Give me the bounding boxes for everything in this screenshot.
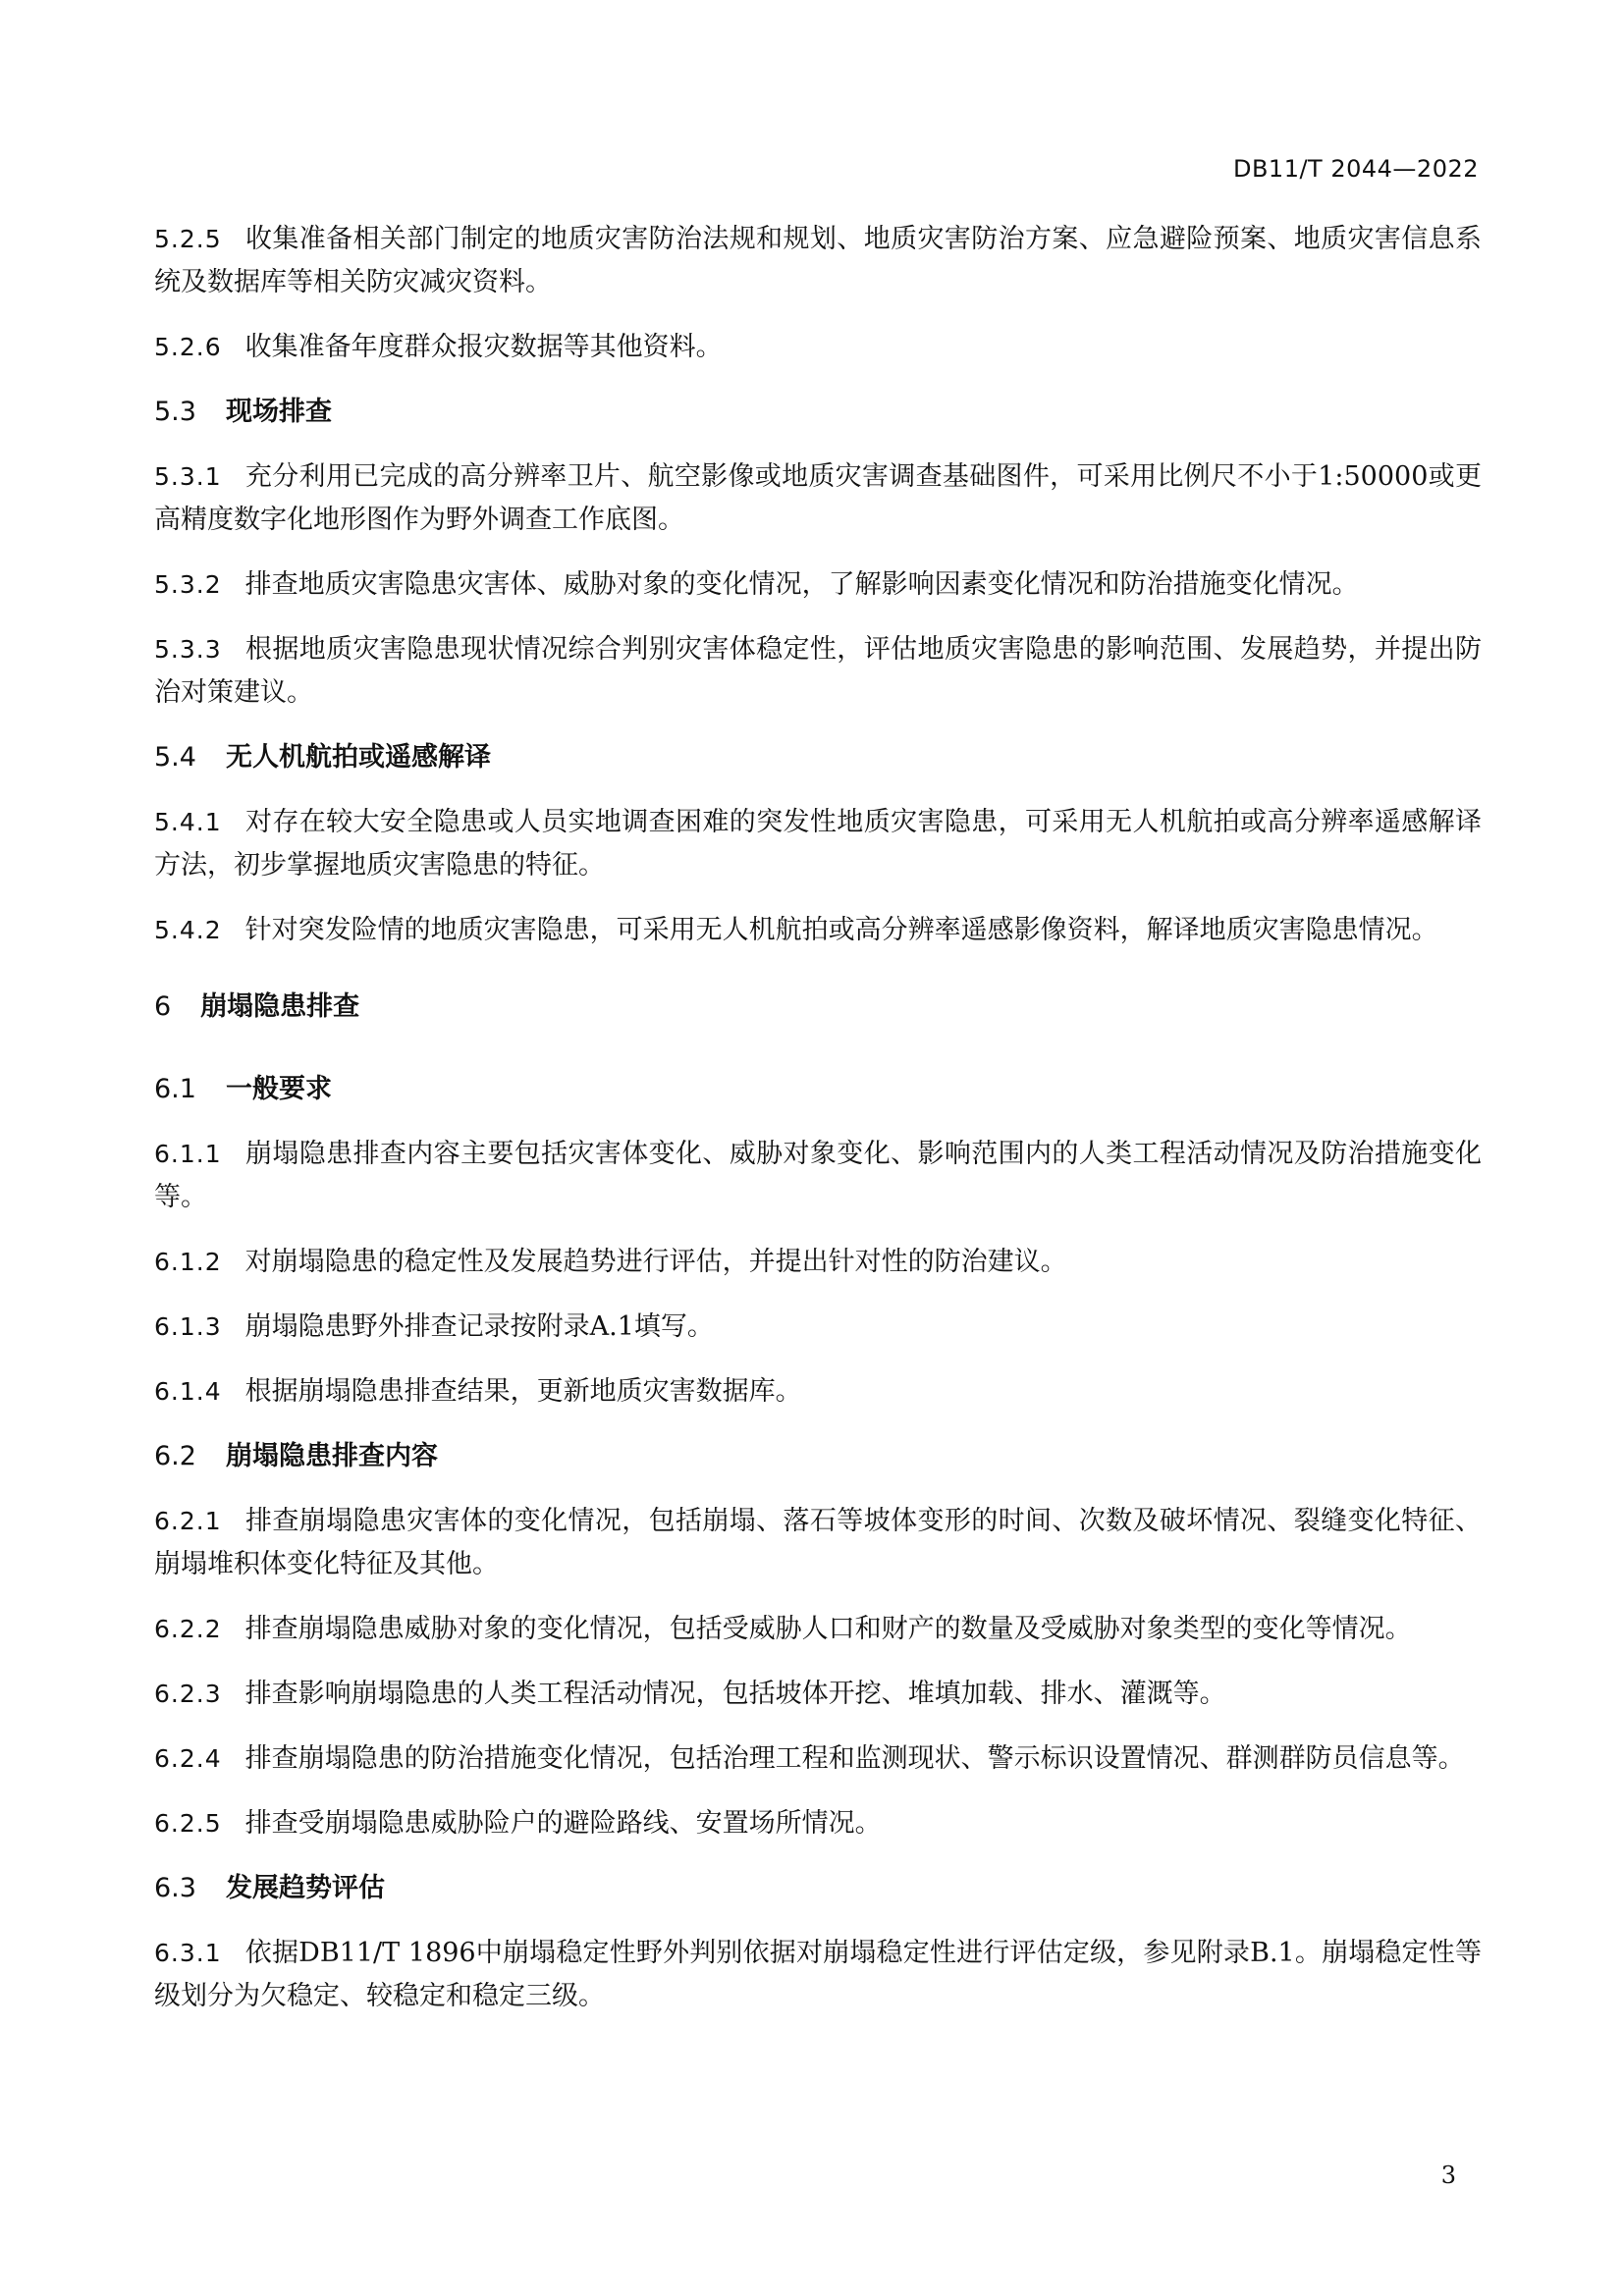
clause-paragraph	[154, 1932, 1482, 2018]
clause-number: 6.1.3	[154, 1312, 222, 1341]
section-number: 5.4	[154, 742, 196, 773]
clause-text: 根据地质灾害隐患现状情况综合判别灾害体稳定性，评估地质灾害隐患的影响范围、发展趋势，并提出防治对策建议。	[154, 634, 1482, 708]
clause-text: 崩塌隐患野外排查记录按附录A.1填写。	[244, 1311, 714, 1342]
clause-paragraph	[154, 1608, 1482, 1651]
clause-text: 对崩塌隐患的稳定性及发展趋势进行评估，并提出针对性的防治建议。	[244, 1247, 1067, 1277]
section-heading	[154, 736, 1482, 779]
clause-number: 5.3.2	[154, 570, 222, 599]
document-body	[154, 218, 1482, 2040]
clause-text: 针对突发险情的地质灾害隐患，可采用无人机航拍或高分辨率遥感影像资料，解译地质灾害隐患情况。	[244, 915, 1438, 945]
section-number: 6.2	[154, 1441, 196, 1471]
clause-number: 6.1.1	[154, 1140, 222, 1168]
clause-paragraph	[154, 1133, 1482, 1219]
clause-number: 5.2.6	[154, 333, 222, 361]
clause-text: 依据DB11/T 1896中崩塌稳定性野外判别依据对崩塌稳定性进行评估定级，参见附录B.1。崩塌稳定性等级划分为欠稳定、较稳定和稳定三级。	[154, 1938, 1482, 2011]
clause-number: 5.3.1	[154, 462, 222, 491]
section-heading	[154, 391, 1482, 434]
document-id-header: DB11/T 2044—2022	[1232, 155, 1479, 183]
clause-text: 排查崩塌隐患威胁对象的变化情况，包括受威胁人口和财产的数量及受威胁对象类型的变化等情况。	[244, 1614, 1412, 1644]
clause-paragraph	[154, 218, 1482, 304]
section-title: 崩塌隐患排查内容	[225, 1441, 438, 1471]
clause-text: 崩塌隐患排查内容主要包括灾害体变化、威胁对象变化、影响范围内的人类工程活动情况及防治措施变化等。	[154, 1139, 1482, 1212]
clause-text: 充分利用已完成的高分辨率卫片、航空影像或地质灾害调查基础图件，可采用比例尺不小于1:50000或更高精度数字化地形图作为野外调查工作底图。	[154, 461, 1482, 535]
chapter-heading	[154, 986, 1482, 1029]
clause-text: 根据崩塌隐患排查结果，更新地质灾害数据库。	[244, 1376, 802, 1407]
clause-paragraph	[154, 1306, 1482, 1349]
section-number: 5.3	[154, 397, 196, 427]
clause-paragraph	[154, 1241, 1482, 1284]
section-title: 无人机航拍或遥感解译	[225, 742, 491, 773]
page-number: 3	[1440, 2162, 1456, 2189]
clause-text: 对存在较大安全隐患或人员实地调查困难的突发性地质灾害隐患，可采用无人机航拍或高分辨率遥感解译方法，初步掌握地质灾害隐患的特征。	[154, 807, 1482, 881]
clause-paragraph	[154, 909, 1482, 952]
section-number: 6.1	[154, 1074, 196, 1104]
section-title: 一般要求	[225, 1074, 332, 1104]
clause-number: 5.4.1	[154, 808, 222, 836]
clause-text: 排查崩塌隐患的防治措施变化情况，包括治理工程和监测现状、警示标识设置情况、群测群防员信息等。	[244, 1743, 1465, 1774]
clause-text: 排查受崩塌隐患威胁险户的避险路线、安置场所情况。	[244, 1808, 882, 1839]
section-title: 发展趋势评估	[225, 1873, 385, 1903]
clause-number: 5.3.3	[154, 635, 222, 664]
clause-number: 6.1.4	[154, 1377, 222, 1406]
clause-number: 6.2.3	[154, 1680, 222, 1708]
section-heading	[154, 1867, 1482, 1910]
clause-number: 5.2.5	[154, 225, 222, 253]
clause-number: 6.2.1	[154, 1507, 222, 1535]
clause-paragraph	[154, 801, 1482, 887]
clause-paragraph	[154, 455, 1482, 542]
clause-paragraph	[154, 1737, 1482, 1781]
clause-number: 6.2.2	[154, 1615, 222, 1643]
clause-text: 收集准备年度群众报灾数据等其他资料。	[244, 332, 723, 362]
clause-text: 收集准备相关部门制定的地质灾害防治法规和规划、地质灾害防治方案、应急避险预案、地质灾害信息系统及数据库等相关防灾减灾资料。	[154, 224, 1482, 297]
section-number: 6.3	[154, 1873, 196, 1903]
section-title: 现场排查	[225, 397, 332, 427]
section-heading	[154, 1435, 1482, 1478]
clause-number: 6.1.2	[154, 1248, 222, 1276]
section-heading	[154, 1068, 1482, 1111]
clause-paragraph	[154, 1673, 1482, 1716]
clause-text: 排查崩塌隐患灾害体的变化情况，包括崩塌、落石等坡体变形的时间、次数及破坏情况、裂缝变化特征、崩塌堆积体变化特征及其他。	[154, 1506, 1482, 1579]
clause-number: 5.4.2	[154, 916, 222, 944]
clause-paragraph	[154, 1500, 1482, 1586]
clause-number: 6.2.5	[154, 1809, 222, 1838]
clause-number: 6.3.1	[154, 1939, 222, 1967]
clause-paragraph	[154, 1370, 1482, 1414]
chapter-title: 崩塌隐患排查	[200, 991, 360, 1022]
clause-paragraph	[154, 326, 1482, 369]
clause-text: 排查地质灾害隐患灾害体、威胁对象的变化情况，了解影响因素变化情况和防治措施变化情况。	[244, 569, 1359, 600]
clause-paragraph	[154, 563, 1482, 607]
clause-paragraph	[154, 628, 1482, 715]
clause-number: 6.2.4	[154, 1744, 222, 1773]
clause-text: 排查影响崩塌隐患的人类工程活动情况，包括坡体开挖、堆填加载、排水、灌溉等。	[244, 1679, 1226, 1709]
clause-paragraph	[154, 1802, 1482, 1845]
chapter-number: 6	[154, 991, 172, 1022]
